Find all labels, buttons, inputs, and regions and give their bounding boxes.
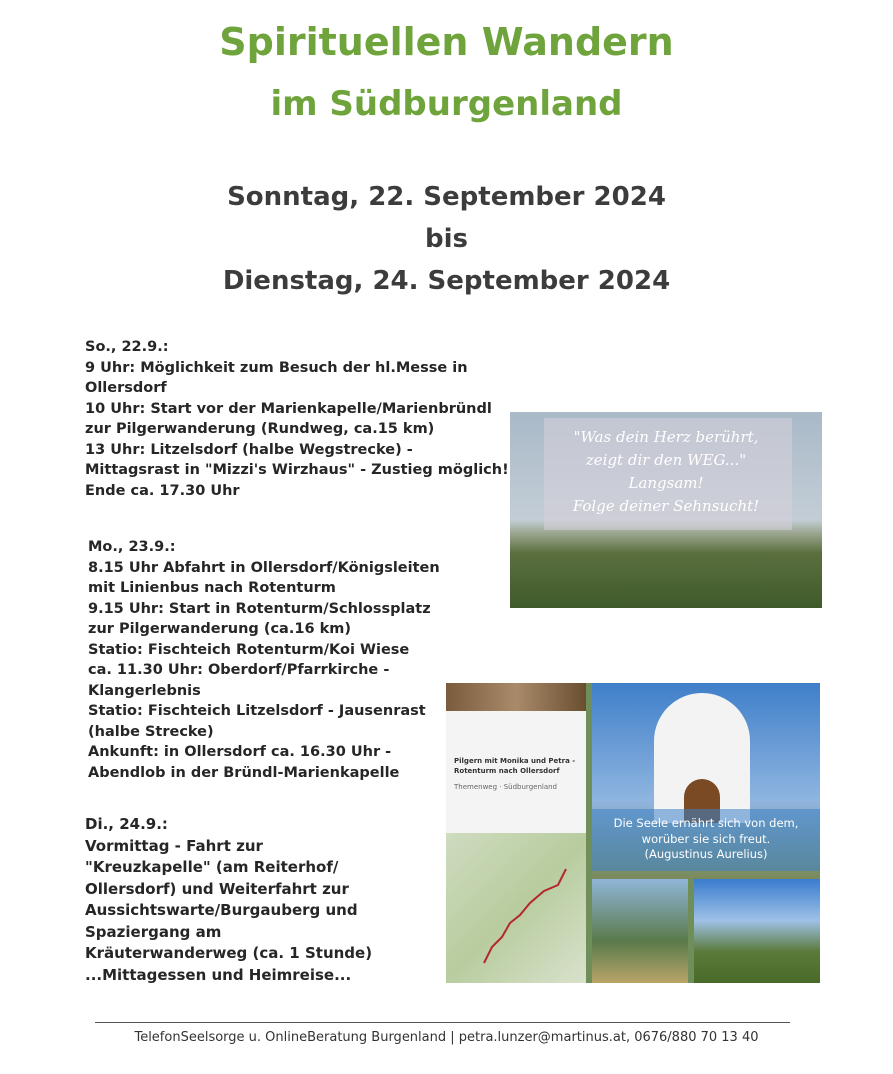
date-separator: bis [425, 224, 468, 254]
day3-line: Di., 24.9.: [85, 815, 168, 833]
date-start: Sonntag, 22. September 2024 [227, 182, 666, 212]
day1-line: 13 Uhr: Litzelsdorf (halbe Wegstrecke) - [85, 441, 413, 458]
quote-line: zeigt dir den WEG..." [585, 451, 747, 469]
day2-line: Klangerlebnis [88, 682, 201, 699]
route-app-screenshot [446, 683, 586, 983]
day3-line: Spaziergang am [85, 922, 222, 941]
quote-text [510, 426, 822, 518]
collage-caption [592, 816, 820, 863]
app-title: Pilgern mit Monika und Petra - [454, 757, 576, 765]
day1-line: So., 22.9.: [85, 339, 169, 355]
day2-line: (halbe Strecke) [88, 723, 214, 740]
day2-line: Abendlob in der Bründl-Marienkapelle [88, 764, 400, 781]
caption-line: Die Seele ernährt sich von dem, [613, 816, 799, 830]
day1-line: Mittagsrast in "Mizzi's Wirzhaus" - Zustieg möglich! [85, 462, 509, 478]
day1-line: 9 Uhr: Möglichkeit zum Besuch der hl.Messe in [85, 359, 468, 376]
day2-line: Ankunft: in Ollersdorf ca. 16.30 Uhr - [88, 744, 392, 760]
pond-photo [592, 879, 688, 983]
quote-line: Folge deiner Sehnsucht! [572, 497, 760, 515]
day3-line: Ollersdorf) und Weiterfahrt zur [85, 879, 349, 898]
day2-line: zur Pilgerwanderung (ca.16 km) [88, 621, 351, 637]
day3-line: "Kreuzkapelle" (am Reiterhof/ [85, 858, 339, 876]
app-title: Rotenturm nach Ollersdorf [454, 767, 560, 775]
route-line-icon [466, 863, 576, 973]
caption-line: worüber sie sich freut. [641, 831, 771, 846]
title-line-2: im Südburgenland [270, 84, 623, 124]
day1-line: 10 Uhr: Start vor der Marienkapelle/Marienbründl [85, 400, 492, 417]
app-subtitle: Themenweg · Südburgenland [454, 783, 557, 791]
landscape-photo [694, 879, 820, 983]
day2-line: 8.15 Uhr Abfahrt in Ollersdorf/Königsleiten [88, 559, 440, 576]
day1-schedule [85, 337, 509, 501]
day3-line: Aussichtswarte/Burgauberg und [85, 901, 358, 919]
date-end: Dienstag, 24. September 2024 [222, 266, 671, 296]
day1-line: zur Pilgerwanderung (Rundweg, ca.15 km) [85, 421, 435, 437]
day2-line: Statio: Fischteich Litzelsdorf - Jausenrast [88, 703, 426, 719]
caption-line: (Augustinus Aurelius) [644, 847, 768, 861]
day1-line: Ende ca. 17.30 Uhr [85, 482, 240, 499]
day3-line: Kräuterwanderweg (ca. 1 Stunde) [85, 944, 373, 962]
day3-line: ...Mittagessen und Heimreise... [85, 965, 352, 984]
landscape-quote-image [510, 412, 822, 608]
day2-line: Statio: Fischteich Rotenturm/Koi Wiese [88, 641, 410, 658]
title-line-1: Spirituellen Wandern [219, 20, 674, 64]
day2-line: 9.15 Uhr: Start in Rotenturm/Schlossplatz [88, 600, 431, 617]
day2-line: ca. 11.30 Uhr: Oberdorf/Pfarrkirche - [88, 662, 390, 678]
quote-line: "Was dein Herz berührt, [573, 428, 759, 446]
day2-schedule [88, 537, 440, 783]
footer-contact: TelefonSeelsorge u. OnlineBeratung Burgenland | petra.lunzer@martinus.at, 0676/880 70 13 40 [134, 1030, 759, 1045]
day3-line: Vormittag - Fahrt zur [85, 836, 263, 855]
quote-line: Langsam! [628, 474, 704, 492]
day3-schedule [85, 814, 372, 986]
day2-line: mit Linienbus nach Rotenturm [88, 580, 336, 596]
day1-line: Ollersdorf [85, 380, 167, 396]
tree-photo [446, 683, 586, 711]
day2-line: Mo., 23.9.: [88, 539, 176, 555]
footer-divider [95, 1022, 790, 1023]
photo-collage [446, 683, 820, 983]
